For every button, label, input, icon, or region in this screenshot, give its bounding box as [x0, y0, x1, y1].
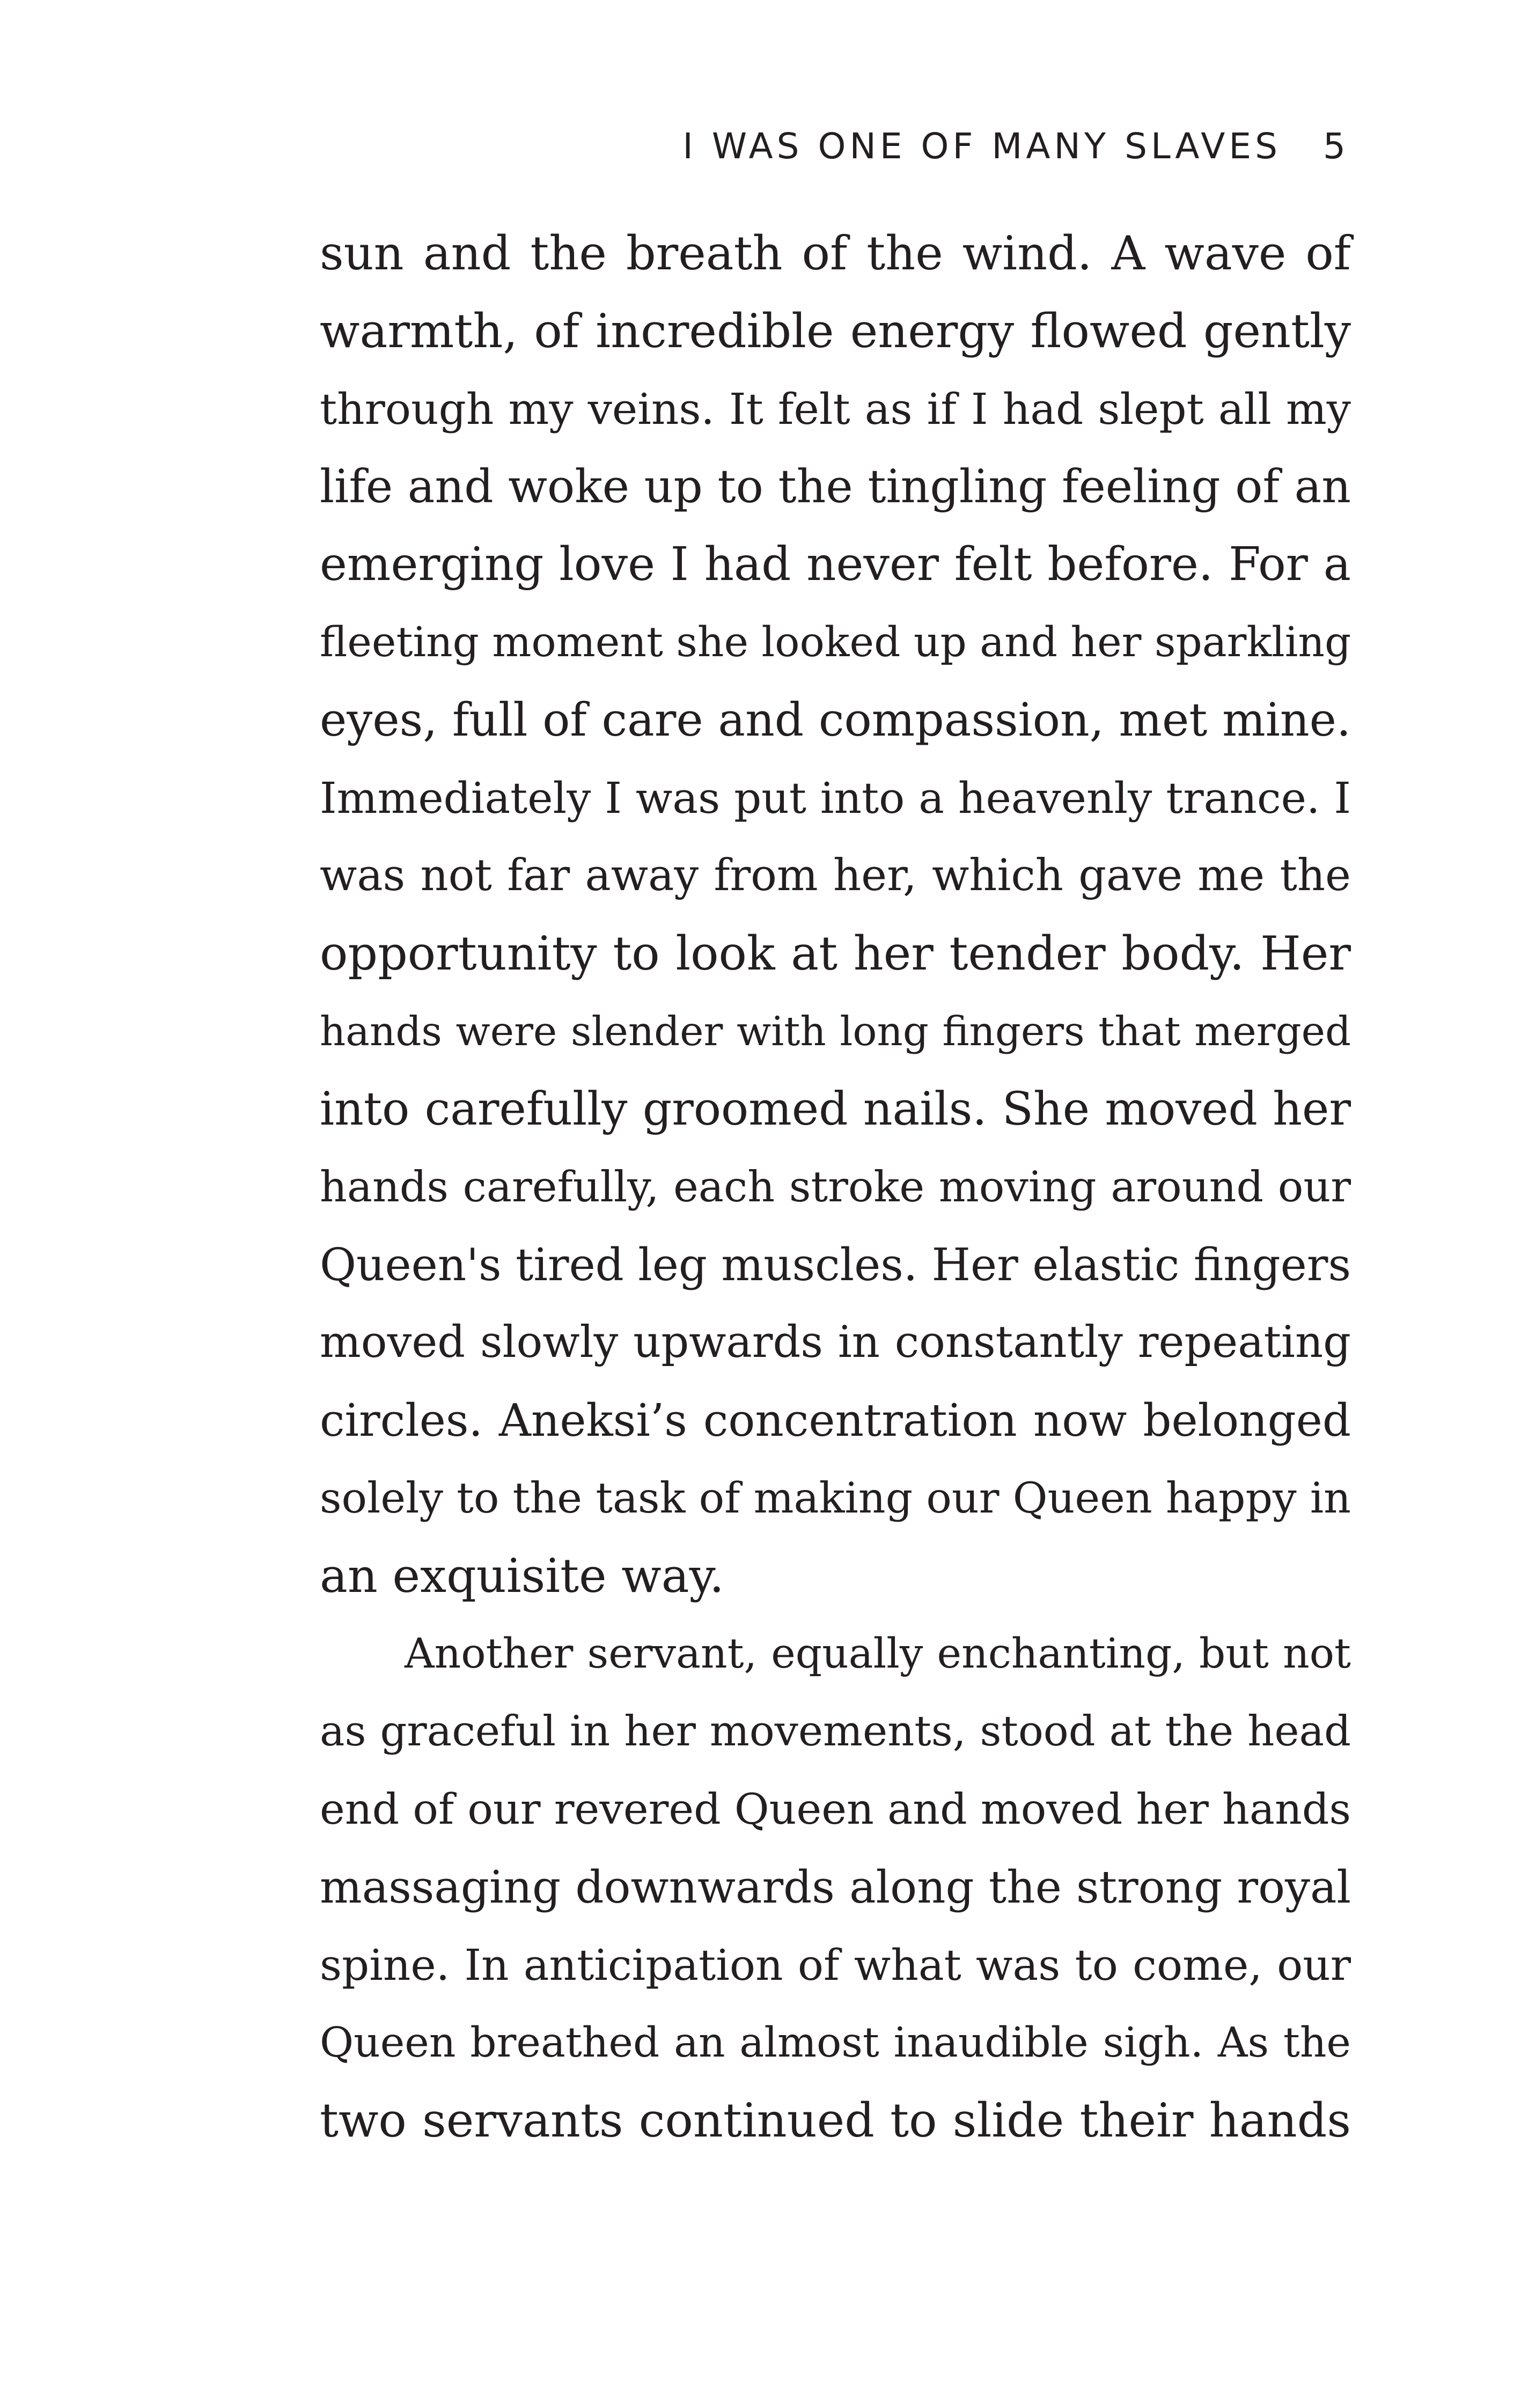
text-line: Queen breathed an almost inaudible sigh. As the — [320, 2019, 1351, 2067]
running-header — [682, 119, 1349, 173]
text-line: an exquisite way. — [320, 1548, 724, 1603]
text-line: warmth, of incredible energy flowed gently — [320, 304, 1351, 358]
paragraph-1 — [320, 215, 1351, 1615]
text-line: through my veins. It felt as if I had slept all my — [320, 384, 1351, 434]
text-line: eyes, full of care and compassion, met mine. — [320, 694, 1351, 747]
text-line: opportunity to look at her tender body. Her — [320, 926, 1351, 981]
text-line: Immediately I was put into a heavenly trance. I — [320, 773, 1351, 823]
paragraph-2 — [320, 1615, 1351, 2160]
page-number: 5 — [1323, 125, 1349, 167]
text-line: end of our revered Queen and moved her hands — [320, 1785, 1351, 1834]
text-line: circles. Aneksi’s concentration now belonged — [320, 1394, 1351, 1447]
text-line: sun and the breath of the wind. A wave of — [320, 226, 1351, 281]
text-line: fleeting moment she looked up and her sparkling — [320, 619, 1351, 666]
running-title: I WAS ONE OF MANY SLAVES — [682, 125, 1281, 167]
text-line: hands carefully, each stroke moving around our — [320, 1162, 1351, 1212]
text-line: hands were slender with long fingers that merged — [320, 1008, 1351, 1055]
text-line: emerging love I had never felt before. For a — [320, 538, 1351, 591]
text-line: two servants continued to slide their hands — [320, 2093, 1351, 2148]
text-line: Another servant, equally enchanting, but not — [405, 1630, 1351, 1678]
text-line: life and woke up to the tingling feeling of an — [320, 460, 1351, 513]
text-line: solely to the task of making our Queen happy in — [320, 1473, 1351, 1523]
text-line: Queen's tired leg muscles. Her elastic fingers — [320, 1239, 1351, 1291]
body-text — [320, 215, 1351, 2160]
text-line: was not far away from her, which gave me the — [320, 850, 1351, 901]
text-line: massaging downwards along the strong royal — [320, 1861, 1351, 1913]
text-line: into carefully groomed nails. She moved her — [320, 1083, 1351, 1136]
text-line: spine. In anticipation of what was to come, our — [320, 1940, 1351, 1990]
text-line: as graceful in her movements, stood at the head — [320, 1707, 1351, 1756]
text-line: moved slowly upwards in constantly repeating — [320, 1317, 1351, 1368]
